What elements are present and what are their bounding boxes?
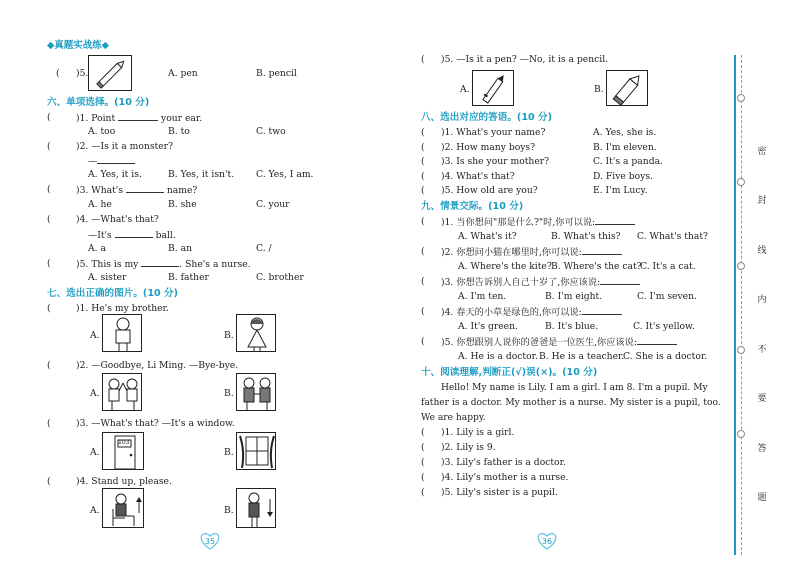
question-text: )1. He's my brother. — [76, 303, 169, 314]
paren: ( — [421, 276, 425, 287]
option-b: B. father — [168, 272, 209, 283]
paren: ( — [421, 216, 425, 227]
paren: ( — [421, 185, 425, 196]
answer-option: C. It's a panda. — [593, 156, 663, 167]
question-text: )1. Point your ear. — [76, 113, 203, 124]
pencil-picture — [606, 70, 648, 106]
question-text: )4. Stand up, please. — [76, 476, 172, 487]
boy-picture — [102, 314, 142, 352]
option-b-label: B. — [224, 330, 234, 341]
question-text: )5. —Is it a pen? —No, it is a pencil. — [441, 54, 609, 65]
page-number: 36 — [541, 537, 553, 546]
answer-option: A. Yes, she is. — [593, 127, 657, 138]
option-a: A. too — [88, 126, 116, 137]
question-text: )3. 你想告诉别人自己十岁了,你应该说: — [441, 276, 640, 289]
paren: ( — [421, 427, 425, 438]
paren: ( — [47, 141, 51, 152]
section-8-title: 八、选出对应的答语。(10 分) — [421, 112, 552, 123]
option-a: A. pen — [168, 68, 198, 79]
option-c: C. your — [256, 199, 290, 210]
option-a: A. a — [88, 243, 106, 254]
statement: )4. Lily's mother is a nurse. — [441, 472, 569, 483]
option-b: B. He is a teacher. — [539, 351, 625, 362]
option-a: A. sister — [88, 272, 127, 283]
rail-solid-line — [734, 55, 736, 555]
option-b-label: B. — [224, 388, 234, 399]
paren: ( — [47, 214, 51, 225]
option-b: B. to — [168, 126, 190, 137]
answer-option: E. I'm Lucy. — [593, 185, 648, 196]
option-b: B. pencil — [256, 68, 297, 79]
question-text: )3. Is she your mother? — [441, 156, 550, 167]
question-text: )2. How many boys? — [441, 142, 536, 153]
option-c: C. It's yellow. — [633, 321, 695, 332]
rail-char: 内 — [757, 295, 767, 305]
paren: ( — [47, 112, 51, 123]
paren: ( — [47, 360, 51, 371]
two-kids-picture — [236, 373, 276, 411]
rail-char: 答 — [757, 444, 767, 454]
paren: ( — [56, 68, 60, 79]
paren: ( — [47, 476, 51, 487]
question-text: )1. What's your name? — [441, 127, 546, 138]
option-b-label: B. — [224, 447, 234, 458]
rail-dot — [737, 94, 745, 102]
option-a: A. he — [88, 199, 112, 210]
option-b: B. It's blue. — [545, 321, 599, 332]
option-b-label: B. — [594, 84, 604, 95]
statement: )2. Lily is 9. — [441, 442, 496, 453]
standing-student-picture — [236, 488, 276, 528]
option-c: C. Yes, I am. — [256, 169, 314, 180]
rail-dot — [737, 262, 745, 270]
answer-option: D. Five boys. — [593, 171, 653, 182]
question-text: )3. —What's that? —It's a window. — [76, 418, 235, 429]
passage-line: Hello! My name is Lily. I am a girl. I am 8. I'm a pupil. My — [441, 383, 708, 393]
rail-dashed-line — [741, 55, 742, 555]
question-text: )2. —Is it a monster? — [76, 141, 173, 152]
statement: )1. Lily is a girl. — [441, 427, 515, 438]
option-a: A. Where's the kite? — [458, 261, 552, 272]
section-9-title: 九、情景交际。(10 分) — [421, 201, 524, 212]
paren: ( — [421, 472, 425, 483]
answer-line: —It's ball. — [88, 230, 176, 241]
answer-option: B. I'm eleven. — [593, 142, 657, 153]
option-c: C. What's that? — [637, 231, 708, 242]
question-number: )5. — [76, 68, 89, 79]
paren: ( — [421, 457, 425, 468]
option-b: B. I'm eight. — [545, 291, 603, 302]
sitting-student-picture — [102, 488, 144, 528]
option-b: B. Yes, it isn't. — [168, 169, 235, 180]
option-a: A. Yes, it is. — [88, 169, 142, 180]
section-10-title: 十、阅读理解,判断正(√)误(×)。(10 分) — [421, 367, 598, 378]
paren: ( — [47, 303, 51, 314]
rail-dot — [737, 346, 745, 354]
rail-char: 题 — [757, 493, 767, 503]
option-b: B. she — [168, 199, 197, 210]
paren: ( — [47, 418, 51, 429]
option-b-label: B. — [224, 505, 234, 516]
door-number: 103 — [118, 439, 130, 446]
option-a: A. What's it? — [458, 231, 517, 242]
paren: ( — [47, 184, 51, 195]
rail-dot — [737, 178, 745, 186]
banner-title: ◆真题实战练◆ — [47, 40, 110, 51]
paren: ( — [421, 487, 425, 498]
option-a-label: A. — [90, 505, 100, 516]
option-c: C. It's a cat. — [640, 261, 696, 272]
rail-dot — [737, 430, 745, 438]
paren: ( — [421, 54, 425, 65]
pencil-picture — [88, 55, 132, 91]
passage-line: father is a doctor. My mother is a nurse. My sister is a pupil, too. — [421, 398, 721, 408]
rail-char: 密 — [757, 147, 767, 157]
girl-picture — [236, 314, 276, 352]
paren: ( — [421, 306, 425, 317]
question-text: )5. How old are you? — [441, 185, 538, 196]
question-text: )2. —Goodbye, Li Ming. —Bye-bye. — [76, 360, 239, 371]
section-6-title: 六、单项选择。(10 分) — [47, 97, 150, 108]
option-c: C. I'm seven. — [637, 291, 697, 302]
question-text: )4. —What's that? — [76, 214, 159, 225]
section-7-title: 七、选出正确的图片。(10 分) — [47, 288, 178, 299]
waving-kids-picture — [102, 373, 142, 411]
question-text: )3. What's name? — [76, 185, 198, 196]
option-a-label: A. — [90, 330, 100, 341]
paren: ( — [421, 336, 425, 347]
option-b: B. Where's the cat? — [551, 261, 642, 272]
option-b: B. What's this? — [551, 231, 621, 242]
option-a-label: A. — [460, 84, 470, 95]
question-text: )4. What's that? — [441, 171, 515, 182]
pen-picture — [472, 70, 514, 106]
question-text: )2. 你想问小猫在哪里时,你可以说: — [441, 246, 622, 259]
question-text: )5. 你想跟别人说你的爸爸是一位医生,你应该说: — [441, 336, 677, 349]
paren: ( — [421, 142, 425, 153]
option-a-label: A. — [90, 388, 100, 399]
statement: )5. Lily's sister is a pupil. — [441, 487, 558, 498]
option-a: A. He is a doctor. — [458, 351, 538, 362]
question-text: )1. 当你想问"那是什么?"时,你可以说: — [441, 216, 635, 229]
option-c: C. two — [256, 126, 286, 137]
rail-char: 封 — [757, 196, 767, 206]
passage-line: We are happy. — [421, 413, 486, 423]
rail-char: 不 — [757, 345, 767, 355]
paren: ( — [421, 156, 425, 167]
answer-line: — — [88, 155, 135, 168]
window-picture — [236, 432, 276, 470]
rail-char: 线 — [757, 246, 767, 256]
rail-char: 要 — [757, 394, 767, 404]
option-a: A. It's green. — [458, 321, 518, 332]
option-a: A. I'm ten. — [458, 291, 507, 302]
option-c: C. She is a doctor. — [623, 351, 708, 362]
question-text: )4. 春天的小草是绿色的,你可以说: — [441, 306, 622, 319]
option-b: B. an — [168, 243, 192, 254]
paren: ( — [421, 171, 425, 182]
paren: ( — [421, 246, 425, 257]
option-c: C. / — [256, 243, 272, 254]
page-number: 35 — [204, 537, 216, 546]
paren: ( — [47, 258, 51, 269]
option-a-label: A. — [90, 447, 100, 458]
option-c: C. brother — [256, 272, 304, 283]
paren: ( — [421, 127, 425, 138]
door-picture — [102, 432, 144, 470]
question-text: )5. This is my . She's a nurse. — [76, 259, 251, 270]
paren: ( — [421, 442, 425, 453]
statement: )3. Lily's father is a doctor. — [441, 457, 566, 468]
